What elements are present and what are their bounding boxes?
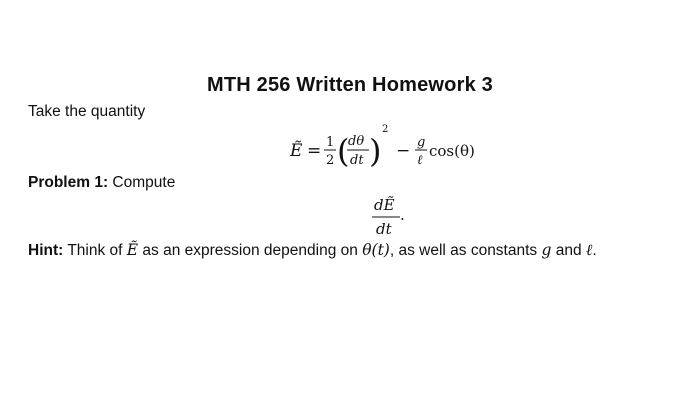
energy-lhs: Ẽ — [290, 141, 303, 161]
hint-line — [28, 241, 597, 260]
cos-theta: cos(θ) — [429, 142, 475, 160]
ell-denominator: ℓ — [417, 153, 423, 168]
hint-text-2: as an expression depending on — [142, 242, 358, 259]
hint-text-3: , as well as constants — [389, 242, 538, 259]
hint-label: Hint: — [28, 242, 64, 259]
hint-g-symbol: g — [541, 241, 552, 259]
square-exponent: 2 — [382, 124, 389, 135]
hint-energy-symbol: Ẽ — [126, 241, 139, 259]
hint-theta-of-t: θ(t) — [362, 241, 390, 259]
hint-text-1: Think of — [67, 242, 123, 259]
right-paren: ) — [369, 132, 382, 170]
page-title: MTH 256 Written Homework 3 — [206, 74, 493, 96]
problem-line — [28, 174, 175, 192]
dt-denominator: dt — [350, 153, 364, 168]
left-paren: ( — [337, 132, 350, 170]
half-denominator: 2 — [326, 153, 335, 168]
equals-sign: = — [307, 141, 322, 161]
minus-sign: − — [396, 141, 411, 161]
hint-ell-symbol: ℓ — [585, 241, 593, 259]
hint-text-4: and — [555, 242, 582, 259]
problem-label: Problem 1: — [28, 174, 109, 191]
derivative-expression — [368, 190, 428, 244]
hint-text-5: . — [592, 242, 597, 259]
dtheta-numerator: dθ — [348, 134, 365, 149]
intro-text: Take the quantity — [28, 103, 146, 120]
half-numerator: 1 — [326, 135, 335, 150]
dE-numerator: dẼ — [374, 196, 395, 214]
g-numerator: g — [417, 135, 426, 150]
dt-denominator-2: dt — [376, 220, 392, 238]
derivative-period: . — [400, 206, 405, 224]
energy-equation — [290, 118, 520, 176]
problem-text: Compute — [112, 174, 176, 191]
